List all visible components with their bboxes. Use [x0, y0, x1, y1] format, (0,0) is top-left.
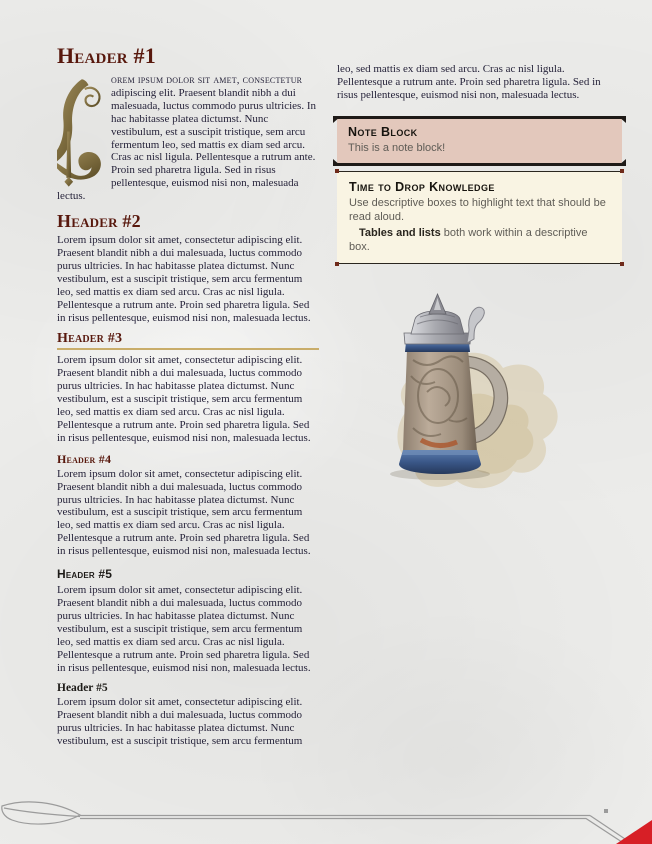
note-corner-bottom-left: [333, 159, 341, 166]
note-block-title: Note Block: [348, 124, 418, 139]
paragraph-4: Lorem ipsum dolor sit amet, consectetur adipiscing elit. Praesent blandit nibh a dui malesuada, luctus commodo purus ultricies. In hac habitasse platea dictumst. Nunc vestibulum, est a suscipit tristique, sem arcu fermentum leo, sed mattis ex diam sed arcu. Cras ac nisl ligula. Pellentesque a rutrum ante. Proin sed pharetra ligula. Sed in risus pellentesque, euismod nisi non, malesuada lectus.: [57, 467, 311, 558]
stein-thumb-lift: [467, 307, 484, 343]
stein-body: [403, 349, 477, 451]
paragraph-2: Lorem ipsum dolor sit amet, consectetur adipiscing elit. Praesent blandit nibh a dui malesuada, luctus commodo purus ultricies. In hac habitasse platea dictumst. Nunc vestibulum, est a suscipit tristique, sem arcu fermentum leo, sed mattis ex diam sed arcu. Cras ac nisl ligula. Pellentesque a rutrum ante. Proin sed pharetra ligula. Sed in risus pellentesque, euismod nisi non, malesuada lectus.: [57, 234, 311, 324]
footer-square-dot: [604, 809, 608, 813]
header-4: Header #4: [57, 451, 112, 466]
paragraph-6-truncated: Lorem ipsum dolor sit amet, consectetur adipiscing elit. Praesent blandit nibh a dui malesuada, luctus commodo purus ultricies. In hac habitasse platea dictumst. Nunc vestibulum, est a suscipit tristique, sem arcu fermentum: [57, 696, 303, 748]
stein-pewter-rim: [404, 333, 471, 344]
descriptive-box-dot-bottom-left: [335, 262, 339, 266]
continuation-paragraph: leo, sed mattis ex diam sed arcu. Cras ac nisl ligula. Pellentesque a rutrum ante. Proin sed pharetra ligula. Sed in risus pellentesque, euismod nisi non, malesuada lectus.: [337, 63, 601, 101]
paragraph-lead-smallcaps: orem ipsum dolor sit amet, consectetur: [111, 74, 303, 86]
right-column: [337, 63, 622, 503]
dropcap-l-icon: [57, 76, 105, 187]
page-footer-ornament: [0, 800, 652, 844]
note-corner-top-left: [333, 116, 341, 123]
descriptive-box-dot-bottom-right: [620, 262, 624, 266]
paragraph-5: Lorem ipsum dolor sit amet, consectetur adipiscing elit. Praesent blandit nibh a dui malesuada, luctus commodo purus ultricies. In hac habitasse platea dictumst. Nunc vestibulum, est a suscipit tristique, sem arcu fermentum leo, sed mattis ex diam sed arcu. Cras ac nisl ligula. Pellentesque a rutrum ante. Proin sed pharetra ligula. Sed in risus pellentesque, euismod nisi non, malesuada lectus.: [57, 584, 311, 674]
paragraph-3: Lorem ipsum dolor sit amet, consectetur adipiscing elit. Praesent blandit nibh a dui malesuada, luctus commodo purus ultricies. In hac habitasse platea dictumst. Nunc vestibulum, est a suscipit tristique, sem arcu fermentum leo, sed mattis ex diam sed arcu. Cras ac nisl ligula. Pellentesque a rutrum ante. Proin sed pharetra ligula. Sed in risus pellentesque, euismod nisi non, malesuada lectus.: [57, 354, 311, 444]
dropcap-ornate-letter: [57, 76, 105, 187]
descriptive-box-dot-top-left: [335, 169, 339, 173]
footer-red-triangle: [616, 820, 652, 844]
descriptive-box-line1: Use descriptive boxes to highlight text that should be read aloud.: [349, 196, 606, 223]
descriptive-box-title: Time to Drop Knowledge: [349, 179, 495, 194]
descriptive-box-line2: [349, 226, 610, 254]
note-corner-top-right: [618, 116, 626, 123]
note-block: [337, 116, 622, 166]
left-column: [57, 44, 319, 804]
paragraph-1: [57, 74, 319, 203]
descriptive-box-dot-top-right: [620, 169, 624, 173]
paragraph-1-text: adipiscing elit. Praesent blandit nibh a dui malesuada, luctus commodo purus ultricies. In hac habitasse platea dictumst. Nunc vestibulum, est a suscipit tristique, sem arcu fermentum leo, sed mattis ex diam sed arcu. Cras ac nisl ligula. Pellentesque a rutrum ante. Proin sed pharetra ligula. Sed in risus pellentesque, euismod nisi non, malesuada lectus.: [57, 86, 316, 203]
header-5: Header #5: [57, 567, 113, 582]
stein-base-highlight: [402, 450, 478, 455]
header-1: Header #1: [57, 44, 156, 68]
header-5-bold: Header #5: [57, 682, 108, 695]
descriptive-box-line2-rest: both work within a descriptive box.: [349, 226, 588, 253]
header-2: Header #2: [57, 211, 141, 232]
beer-stein-illustration: [337, 288, 622, 503]
note-corner-bottom-right: [618, 159, 626, 166]
descriptive-box-line2-bold: Tables and lists: [359, 226, 441, 239]
header-3: Header #3: [57, 331, 319, 350]
descriptive-box: [337, 171, 622, 264]
note-block-body: This is a note block!: [348, 141, 446, 154]
